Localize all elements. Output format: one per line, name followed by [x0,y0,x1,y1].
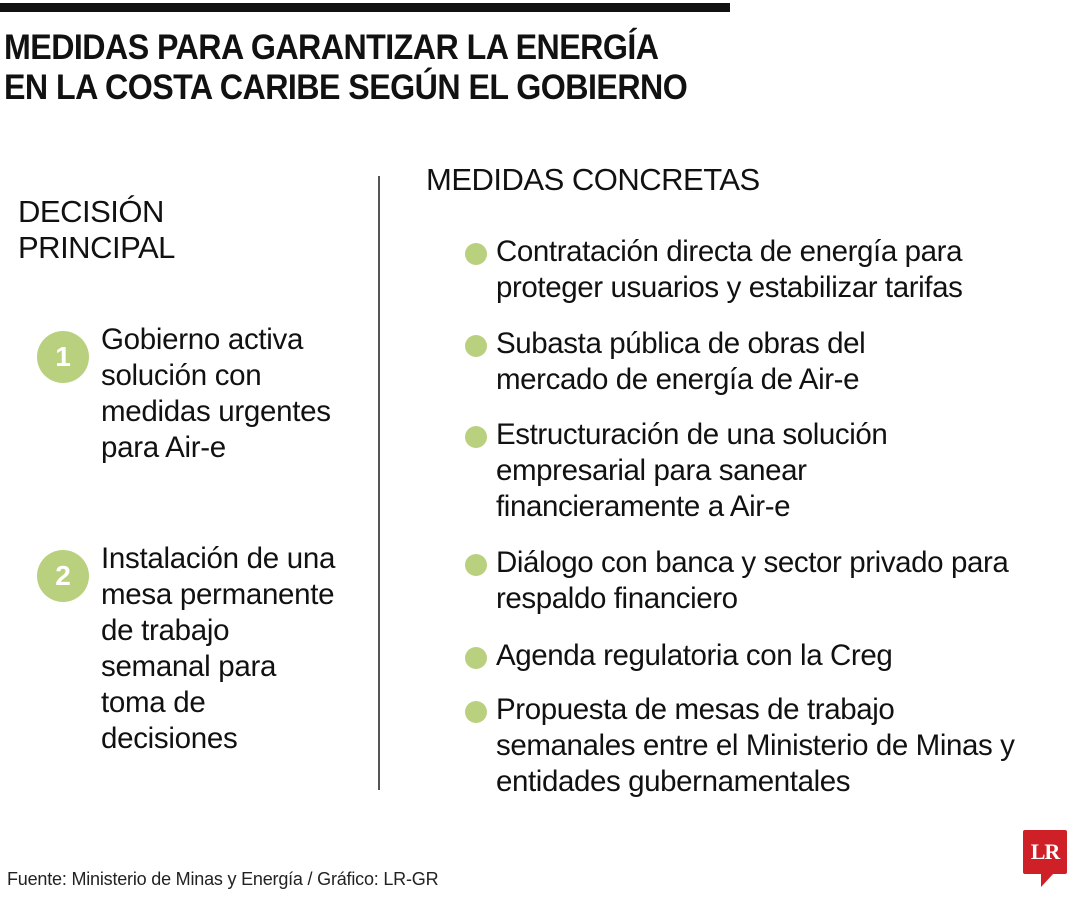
page-title-line-2: EN LA COSTA CARIBE SEGÚN EL GOBIERNO [4,68,688,107]
decision-item-1 [37,322,341,466]
number-badge-icon: 1 [37,331,89,383]
measure-item [465,326,916,398]
bullet-dot-icon [465,647,487,669]
measure-item [465,638,1036,674]
decision-text: Instalación de una mesa permanente de trabajo semanal para toma de decisiones [101,542,336,755]
page-title-line-1: MEDIDAS PARA GARANTIZAR LA ENERGÍA [4,28,659,67]
lr-logo [1023,830,1067,888]
decision-item-2 [37,541,341,757]
decision-heading-line-2: PRINCIPAL [18,230,175,265]
measure-item [465,234,1036,306]
number-badge-icon: 2 [37,550,89,602]
bullet-dot-icon [465,701,487,723]
bullet-dot-icon [465,243,487,265]
source-credit: Fuente: Ministerio de Minas y Energía / Gráfico: LR-GR [7,869,439,889]
measure-text: Contratación directa de energía para proteger usuarios y estabilizar tarifas [496,235,963,304]
column-divider [378,176,380,790]
measure-text: Subasta pública de obras del mercado de energía de Air-e [496,327,866,396]
measure-item [465,545,1016,617]
bullet-dot-icon [465,554,487,576]
measure-text: Estructuración de una solución empresarial para sanear financieramente a Air-e [496,418,888,523]
lr-logo-mark: LR [1023,830,1067,874]
medidas-concretas-heading: MEDIDAS CONCRETAS [426,162,760,197]
bullet-dot-icon [465,426,487,448]
measure-text: Diálogo con banca y sector privado para respaldo financiero [496,546,1009,615]
top-rule [0,3,730,12]
bullet-dot-icon [465,335,487,357]
decision-principal-heading [18,194,175,266]
decision-heading-line-1: DECISIÓN [18,194,164,229]
speech-bubble-tail-icon [1041,873,1054,887]
page-title [4,28,703,108]
measure-text: Propuesta de mesas de trabajo semanales entre el Ministerio de Minas y entidades gubernamentales [496,693,1015,798]
measure-item [465,692,1036,800]
decision-text: Gobierno activa solución con medidas urgentes para Air-e [101,323,331,464]
measure-text: Agenda regulatoria con la Creg [496,639,893,672]
measure-item [465,417,951,525]
